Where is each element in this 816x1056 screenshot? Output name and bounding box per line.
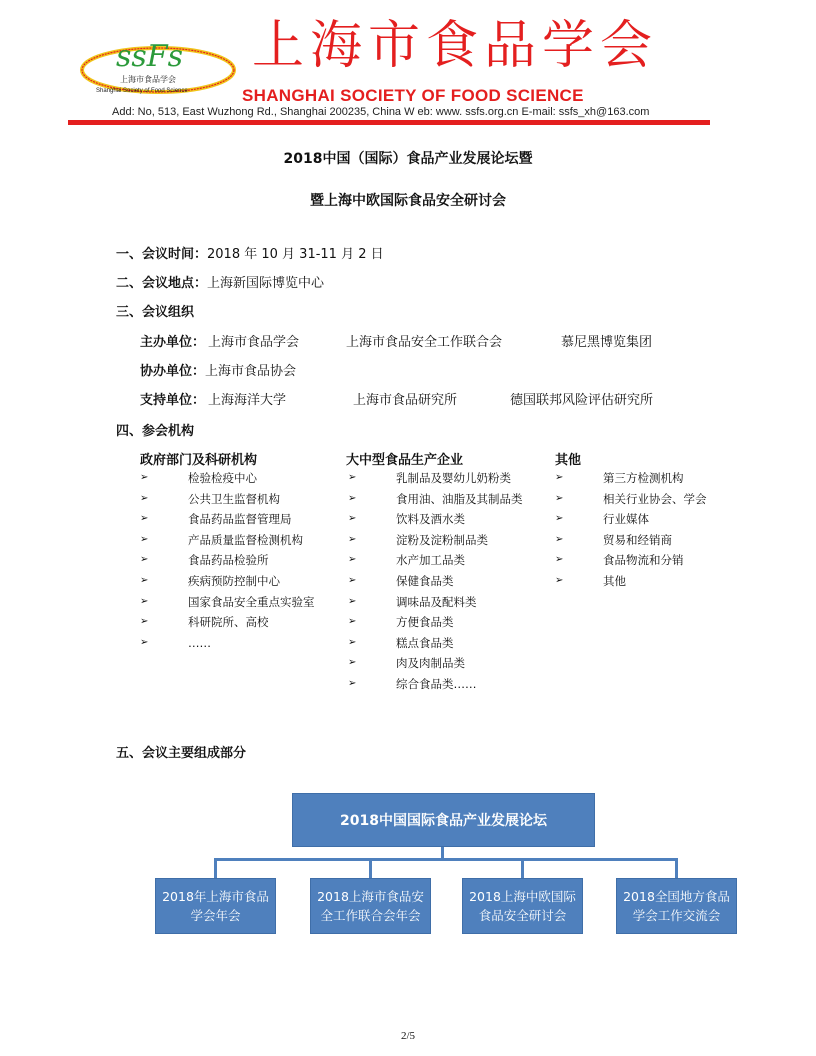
society-title-cn: 上海市食品学会 [252,16,659,76]
organization-heading: 三、会议组织 [116,305,195,320]
arrow-bullet-icon: ➢ [140,472,149,483]
support-2: 上海市食品研究所 [353,393,458,408]
enterprise-list-item [348,633,548,654]
logo-cn-text: 上海市食品学会 [120,75,176,84]
col-other-heading: 其他 [555,453,582,468]
other-list [555,468,755,592]
gov-list-item [140,633,340,654]
enterprise-list-item [348,571,548,592]
enterprise-list-item [348,550,548,571]
enterprise-list-item-text: 饮料及酒水类 [396,512,465,527]
col-enterprise-heading: 大中型食品生产企业 [346,453,464,468]
other-list-item-text: 第三方检测机构 [603,471,684,485]
diagram-connector-3 [521,858,524,878]
arrow-bullet-icon: ➢ [348,677,357,689]
arrow-bullet-icon: ➢ [140,574,149,586]
gov-list-item [140,468,340,489]
enterprise-list [348,468,548,695]
support-3: 德国联邦风险评估研究所 [510,393,654,408]
arrow-bullet-icon: ➢ [140,595,149,607]
other-list-item [555,489,755,510]
time-value: 2018 年 10 月 31-11 月 2 日 [207,247,384,262]
gov-list-item [140,612,340,633]
enterprise-list-item [348,612,548,633]
attendees-heading: 四、参会机构 [116,424,195,439]
gov-list-item-text: 检验检疫中心 [188,471,257,485]
arrow-bullet-icon: ➢ [348,513,357,525]
enterprise-list-item [348,468,548,489]
logo-text: ssFs [116,39,184,74]
host-2: 上海市食品安全工作联合会 [346,335,503,350]
document-title-line2: 暨上海中欧国际食品安全研讨会 [310,193,506,209]
enterprise-list-item [348,509,548,530]
support-label: 支持单位： [140,393,206,408]
enterprise-list-item-text: 糕点食品类 [396,635,454,650]
society-logo [78,20,238,104]
co-label: 协办单位： [140,364,206,379]
other-list-item [555,550,755,571]
arrow-bullet-icon: ➢ [555,574,564,586]
arrow-bullet-icon: ➢ [348,492,357,504]
support-row [140,389,205,408]
document-title-line1: 2018中国（国际）食品产业发展论坛暨 [283,151,533,167]
meeting-time [116,243,384,262]
place-label: 二、会议地点： [116,276,208,291]
arrow-bullet-icon: ➢ [348,472,357,483]
diagram-connector-1 [214,858,217,878]
enterprise-list-item [348,530,548,551]
diagram-child-box: 2018全国地方食品学会工作交流会 [616,878,737,934]
arrow-bullet-icon: ➢ [140,492,149,504]
diagram-connector-4 [675,858,678,878]
enterprise-list-item-text: 水产加工品类 [396,553,465,568]
diagram-root-box: 2018中国国际食品产业发展论坛 [292,793,595,847]
co-row [140,360,296,379]
parts-heading: 五、会议主要组成部分 [116,746,247,761]
gov-list-item-text: 国家食品安全重点实验室 [188,594,315,609]
place-value: 上海新国际博览中心 [207,276,325,291]
enterprise-list-item [348,489,548,510]
arrow-bullet-icon: ➢ [555,492,564,504]
host-3: 慕尼黑博览集团 [561,335,653,350]
diagram-child-box: 2018上海中欧国际食品安全研讨会 [462,878,583,934]
arrow-bullet-icon: ➢ [348,533,357,545]
enterprise-list-item-text: 食用油、油脂及其制品类 [396,491,523,506]
other-list-item-text: 食品物流和分销 [603,553,684,568]
society-title-en: SHANGHAI SOCIETY OF FOOD SCIENCE [242,86,584,105]
gov-list-item-text: 食品药品检验所 [188,553,269,568]
enterprise-list-item-text: 综合食品类…… [396,676,477,691]
gov-list-item [140,509,340,530]
other-list-item [555,509,755,530]
address-line: Add: No, 513, East Wuzhong Rd., Shanghai 200235, China W eb: www. ssfs.org.cn E-mail: ssfs_xh@163.com [112,106,650,118]
col-gov-heading: 政府部门及科研机构 [140,453,258,468]
arrow-bullet-icon: ➢ [348,657,357,669]
meeting-place [116,272,324,291]
other-list-item-text: 行业媒体 [603,512,649,527]
other-list-item-text: 相关行业协会、学会 [603,491,707,506]
enterprise-list-item [348,674,548,695]
arrow-bullet-icon: ➢ [555,472,564,483]
gov-list-item-text: 公共卫生监督机构 [188,491,280,506]
other-list-item [555,571,755,592]
enterprise-list-item-text: 调味品及配料类 [396,594,477,609]
arrow-bullet-icon: ➢ [348,616,357,628]
arrow-bullet-icon: ➢ [555,554,564,566]
arrow-bullet-icon: ➢ [348,554,357,566]
enterprise-list-item [348,653,548,674]
arrow-bullet-icon: ➢ [140,636,149,648]
enterprise-list-item-text: 肉及肉制品类 [396,656,465,671]
other-list-item-text: 贸易和经销商 [603,532,672,547]
logo-en-text: Shanghai Society of Food Science [96,88,188,94]
gov-list-item [140,592,340,613]
gov-list-item-text: 科研院所、高校 [188,615,269,630]
gov-list-item-text: …… [188,635,211,650]
arrow-bullet-icon: ➢ [348,574,357,586]
co-1: 上海市食品协会 [205,364,297,379]
header-divider [68,120,710,125]
gov-list-item [140,571,340,592]
gov-list-item-text: 疾病预防控制中心 [188,573,280,588]
host-label: 主办单位： [140,335,206,350]
gov-list-item-text: 食品药品监督管理局 [188,512,292,527]
diagram-connector-horizontal [214,858,677,861]
gov-list-item [140,530,340,551]
host-row [140,331,205,350]
enterprise-list-item-text: 淀粉及淀粉制品类 [396,532,488,547]
enterprise-list-item-text: 方便食品类 [396,615,454,630]
gov-list [140,468,340,653]
arrow-bullet-icon: ➢ [140,554,149,566]
other-list-item [555,468,755,489]
diagram-child-box: 2018上海市食品安全工作联合会年会 [310,878,431,934]
arrow-bullet-icon: ➢ [348,595,357,607]
time-label: 一、会议时间： [116,247,208,262]
gov-list-item [140,550,340,571]
other-list-item [555,530,755,551]
diagram-child-box: 2018年上海市食品学会年会 [155,878,276,934]
enterprise-list-item-text: 乳制品及婴幼儿奶粉类 [396,471,511,485]
arrow-bullet-icon: ➢ [140,616,149,628]
enterprise-list-item [348,592,548,613]
support-1: 上海海洋大学 [208,393,287,408]
host-1: 上海市食品学会 [208,335,300,350]
gov-list-item [140,489,340,510]
enterprise-list-item-text: 保健食品类 [396,573,454,588]
other-list-item-text: 其他 [603,573,626,588]
arrow-bullet-icon: ➢ [140,513,149,525]
arrow-bullet-icon: ➢ [140,533,149,545]
arrow-bullet-icon: ➢ [348,636,357,648]
arrow-bullet-icon: ➢ [555,513,564,525]
diagram-connector-2 [369,858,372,878]
page-number: 2/5 [400,1030,416,1042]
gov-list-item-text: 产品质量监督检测机构 [188,532,303,547]
arrow-bullet-icon: ➢ [555,533,564,545]
